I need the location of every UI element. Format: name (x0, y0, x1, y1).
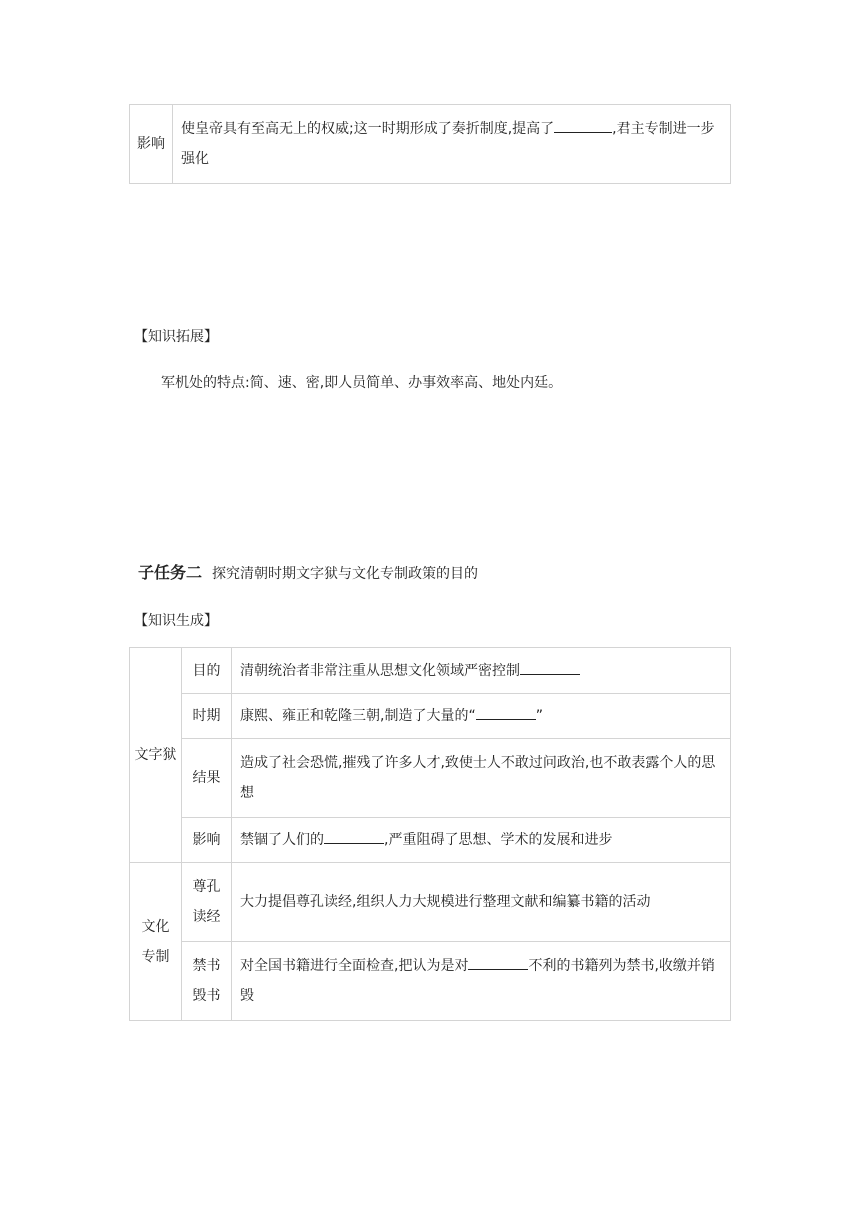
row-content (232, 818, 731, 863)
row-content (173, 105, 731, 184)
row-text-after: 不利的书籍列为禁书,收缴并销毁 (240, 958, 715, 1004)
row-content (232, 694, 731, 739)
row-label (182, 863, 232, 942)
fill-blank (476, 703, 536, 720)
row-label (182, 942, 232, 1021)
row-text: 清朝统治者非常注重从思想文化领域严密控制 (240, 662, 520, 679)
knowledge-extension-heading: 【知识拓展】 (134, 329, 218, 345)
table-row (130, 942, 731, 1021)
table-row (130, 818, 731, 863)
row-content: 大力提倡尊孔读经,组织人力大规模进行整理文献和编纂书籍的活动 (232, 863, 731, 942)
subtask-header (138, 560, 478, 583)
table-row (130, 105, 731, 184)
subtask-title: 探究清朝时期文字狱与文化专制政策的目的 (212, 566, 479, 582)
subtask-label: 子任务二 (138, 563, 203, 582)
row-label: 影响 (130, 105, 173, 184)
row-label: 时期 (182, 694, 232, 739)
fill-blank (520, 658, 580, 675)
row-text: 康熙、雍正和乾隆三朝,制造了大量的“ (240, 708, 476, 724)
fill-blank (554, 116, 612, 133)
row-label-text: 禁书毁书 (192, 958, 221, 1004)
fill-blank (468, 953, 528, 970)
text-after-blank: ,君主专制进一步强化 (181, 121, 715, 167)
group-label: 文字狱 (130, 648, 182, 863)
group-label-text: 文化专制 (141, 918, 170, 965)
row-text: 禁锢了人们的 (240, 832, 324, 848)
row-content: 造成了社会恐慌,摧残了许多人才,致使士人不敢过问政治,也不敢表露个人的思想 (232, 739, 731, 818)
row-label: 目的 (182, 648, 232, 694)
row-text-after: ,严重阻碍了思想、学术的发展和进步 (384, 832, 613, 848)
group-label (130, 863, 182, 1021)
row-label: 影响 (182, 818, 232, 863)
table-row (130, 863, 731, 942)
literary-inquisition-table (129, 647, 731, 1021)
row-content (232, 942, 731, 1021)
row-label: 结果 (182, 739, 232, 818)
text-before-blank: 使皇帝具有至高无上的权威;这一时期形成了奏折制度,提高了 (181, 121, 555, 137)
row-text-after: ” (535, 708, 543, 724)
row-content (232, 648, 731, 694)
table-row (130, 694, 731, 739)
row-label-text: 尊孔读经 (192, 879, 221, 925)
knowledge-generation-heading: 【知识生成】 (134, 613, 218, 629)
table-row (130, 648, 731, 694)
impact-table (129, 104, 731, 184)
row-text: 对全国书籍进行全面检查,把认为是对 (240, 958, 469, 974)
fill-blank (324, 827, 384, 844)
table-row (130, 739, 731, 818)
knowledge-extension-text: 军机处的特点:简、速、密,即人员简单、办事效率高、地处内廷。 (161, 375, 563, 391)
